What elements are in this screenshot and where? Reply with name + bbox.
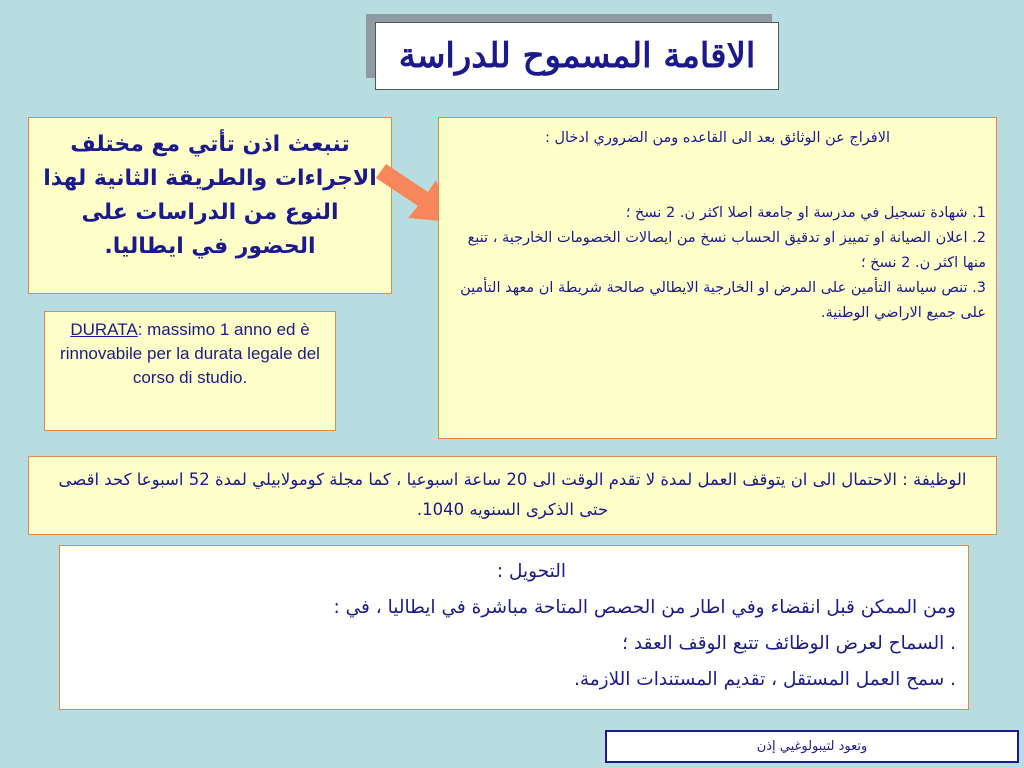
intro-box [28, 117, 392, 294]
transfer-heading: التحويل : [496, 561, 566, 582]
transfer-line-1: ومن الممكن قبل انقضاء وفي اطار من الحصص المتاحة مباشرة في ايطاليا ، في : [333, 597, 956, 618]
documents-heading: الافراج عن الوثائق بعد الى القاعده ومن الضروري ادخال : [544, 130, 890, 146]
documents-item-3: 3. تنص سياسة التأمين على المرض او الخارجية الايطالي صالحة شريطة ان معهد التأمين على جميع الاراضي الوطنية. [460, 280, 986, 321]
transfer-box [59, 545, 969, 710]
transfer-line-3: . سمح العمل المستقل ، تقديم المستندات اللازمة. [573, 669, 956, 690]
footer-link-label: وتعود لتيبولوغيي إذن [756, 739, 868, 754]
documents-item-1: 1. شهادة تسجيل في مدرسة او جامعة اصلا اكثر ن. 2 نسخ ؛ [625, 205, 986, 221]
work-box [28, 456, 997, 535]
footer-link-button[interactable] [605, 730, 1019, 763]
transfer-line-2: . السماح لعرض الوظائف تتبع الوقف العقد ؛ [622, 633, 956, 654]
durata-text: : massimo 1 anno ed è rinnovabile per la durata legale del corso di studio. [60, 320, 320, 387]
intro-text: تنبعث اذن تأتي مع مختلف الاجراءات والطريقة الثانية لهذا النوع من الدراسات على الحضور في ايطاليا. [43, 132, 377, 259]
documents-item-2: 2. اعلان الصيانة او تمييز او تدقيق الحساب نسخ من ايصالات الخصومات الخارجية ، تنبع منها اكثر ن. 2 نسخ ؛ [467, 230, 986, 271]
durata-box [44, 311, 336, 431]
work-text: الوظيفة : الاحتمال الى ان يتوقف العمل لمدة لا تقدم الوقت الى 20 ساعة اسبوعيا ، كما مجلة كومولابيلي لمدة 52 اسبوعا كحد اقصى حتى الذكرى السنويه 1040. [58, 470, 967, 519]
page-title: الاقامة المسموح للدراسة [375, 22, 779, 90]
durata-label: DURATA [70, 320, 138, 339]
documents-box [438, 117, 997, 439]
